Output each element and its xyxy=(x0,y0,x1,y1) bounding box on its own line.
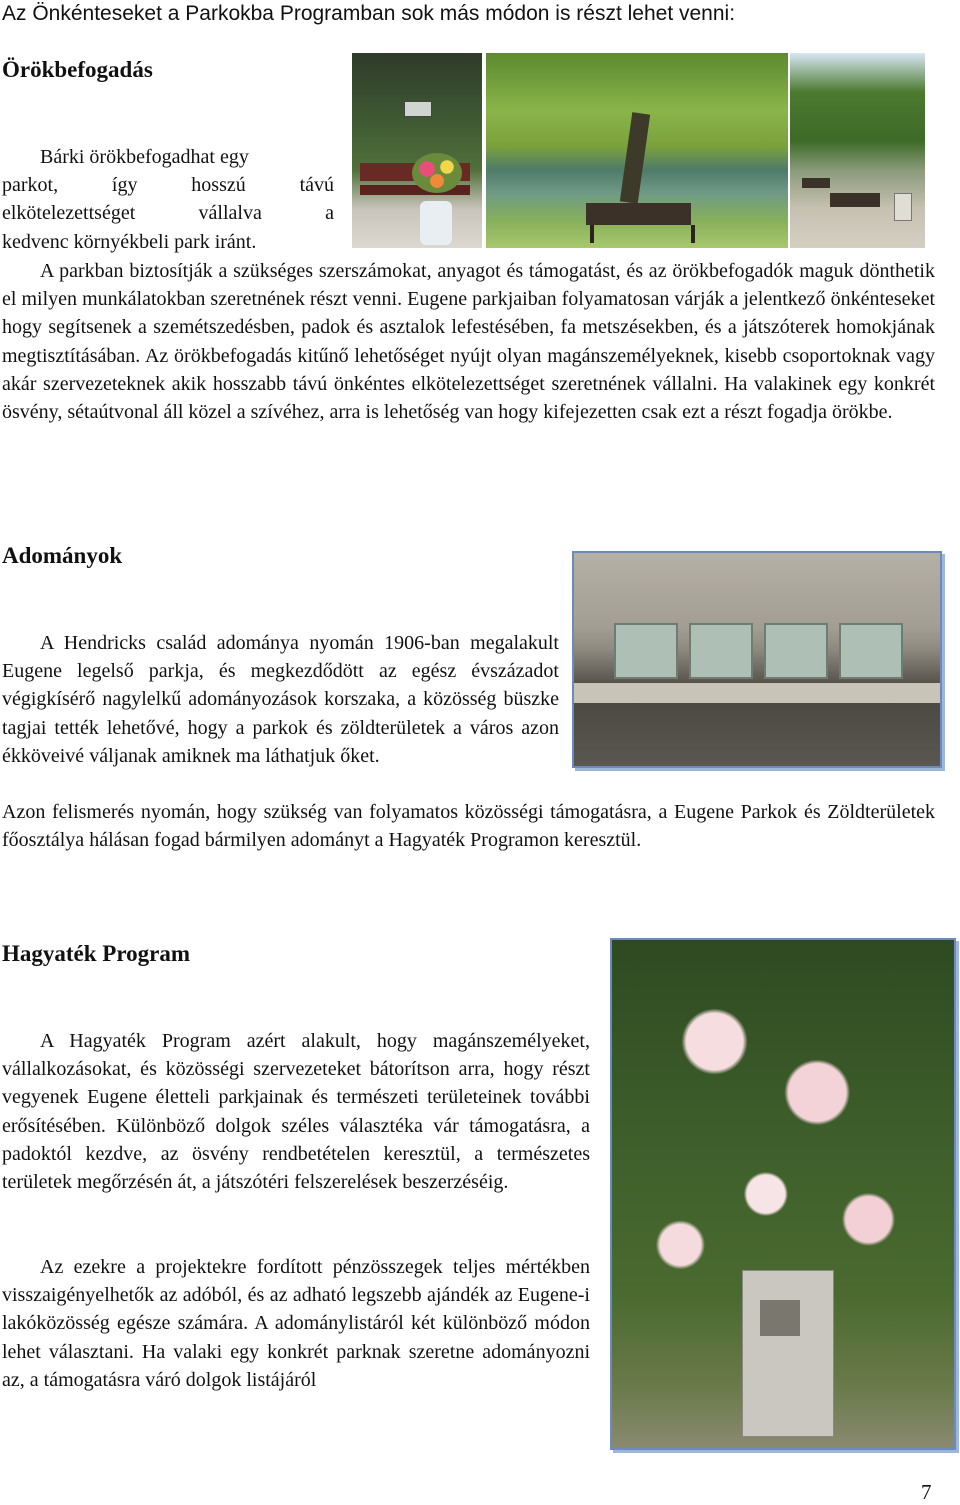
legacy-paragraph-2: Az ezekre a projektekre fordított pénzösszegek teljes mértékben visszaigényelhetők az adóból, és az adható legszebb ajándék az Eugene-i lakóközösség egésze számára. A adománylistáról két különböző módon lehet választani. Ha valaki egy konkrét parknak szeretne adományozni az, a támogatásra váró dolgok listájáról xyxy=(2,1256,590,1391)
photo-memorial-pavers xyxy=(572,551,942,768)
adoption-line-3: elkötelezettséget vállalva a xyxy=(2,202,334,225)
photo-plaza-benches xyxy=(790,53,925,248)
donations-paragraph-1: A Hendricks család adománya nyomán 1906-ban megalakult Eugene legelső parkja, és megkezdődött az egész évszázadot végigkísérő nagylelkű adományozások korszaka, a közösség büszke tagjai tették lehetővé, hogy a parkok és zöldterületek a város azon ékköveivé váljanak amiknek ma láthatjuk őket. xyxy=(2,632,559,767)
section-heading-adoption: Örökbefogadás xyxy=(2,57,153,82)
photo-lakeside-bench xyxy=(486,53,788,248)
section-heading-donations: Adományok xyxy=(2,543,123,568)
adoption-paragraph-rest: A parkban biztosítják a szükséges szerszámokat, anyagot és támogatást, és az örökbefogadók maguk dönthetik el milyen munkálatokban szeretnének részt venni. Eugene parkjaiban folyamatosan várják a jelentkező önkénteseket hogy segítsenek a szemétszedésben, padok és asztalok lefestésében, fa metszésekben, és a játszóterek homokjának megtisztításában. Az örökbefogadás kitűnő lehetőséget nyújt olyan magánszemélyeknek, kisebb csoportoknak vagy akár szervezeteknek akik hosszabb távú önkéntes elkötelezettséget szeretnének vállalni. Ha valakinek egy konkrét ösvény, sétaútvonal áll közel a szívéhez, arra is lehetőség van hogy kifejezetten csak ezt a részt fogadja örökbe. xyxy=(2,260,935,424)
legacy-paragraph-1: A Hagyaték Program azért alakult, hogy magánszemélyeket, vállalkozásokat, és közösségi szervezeteket bátorítson arra, hogy részt vegyenek Eugene életteli parkjainak és természeti területeinek további erősítésében. Különböző dolgok széles választéka vár támogatásra, a padoktól kezdve, az ösvény rendbetételen keresztül, a természetes területek megőrzésén át, a játszótéri felszerelések beszerzéséig. xyxy=(2,1030,590,1194)
photo-memorial-bench xyxy=(352,53,482,248)
section-heading-legacy: Hagyaték Program xyxy=(2,941,191,966)
adoption-line-2: parkot, így hosszú távú xyxy=(2,174,334,197)
donations-paragraph-2: Azon felismerés nyomán, hogy szükség van folyamatos közösségi támogatásra, a Eugene Parkok és Zöldterületek főosztálya hálásan fogad bármilyen adományt a Hagyaték Programon keresztül. xyxy=(2,801,935,852)
intro-line: Az Önkénteseket a Parkokba Programban sok más módon is részt lehet venni: xyxy=(2,2,736,25)
photo-rose-pedestal xyxy=(610,938,956,1450)
adoption-line-1: Bárki örökbefogadhat egy xyxy=(40,146,249,168)
page-number: 7 xyxy=(921,1480,932,1504)
adoption-line-4: kedvenc környékbeli park iránt. xyxy=(2,230,257,253)
adoption-paragraph-intro xyxy=(2,143,334,256)
